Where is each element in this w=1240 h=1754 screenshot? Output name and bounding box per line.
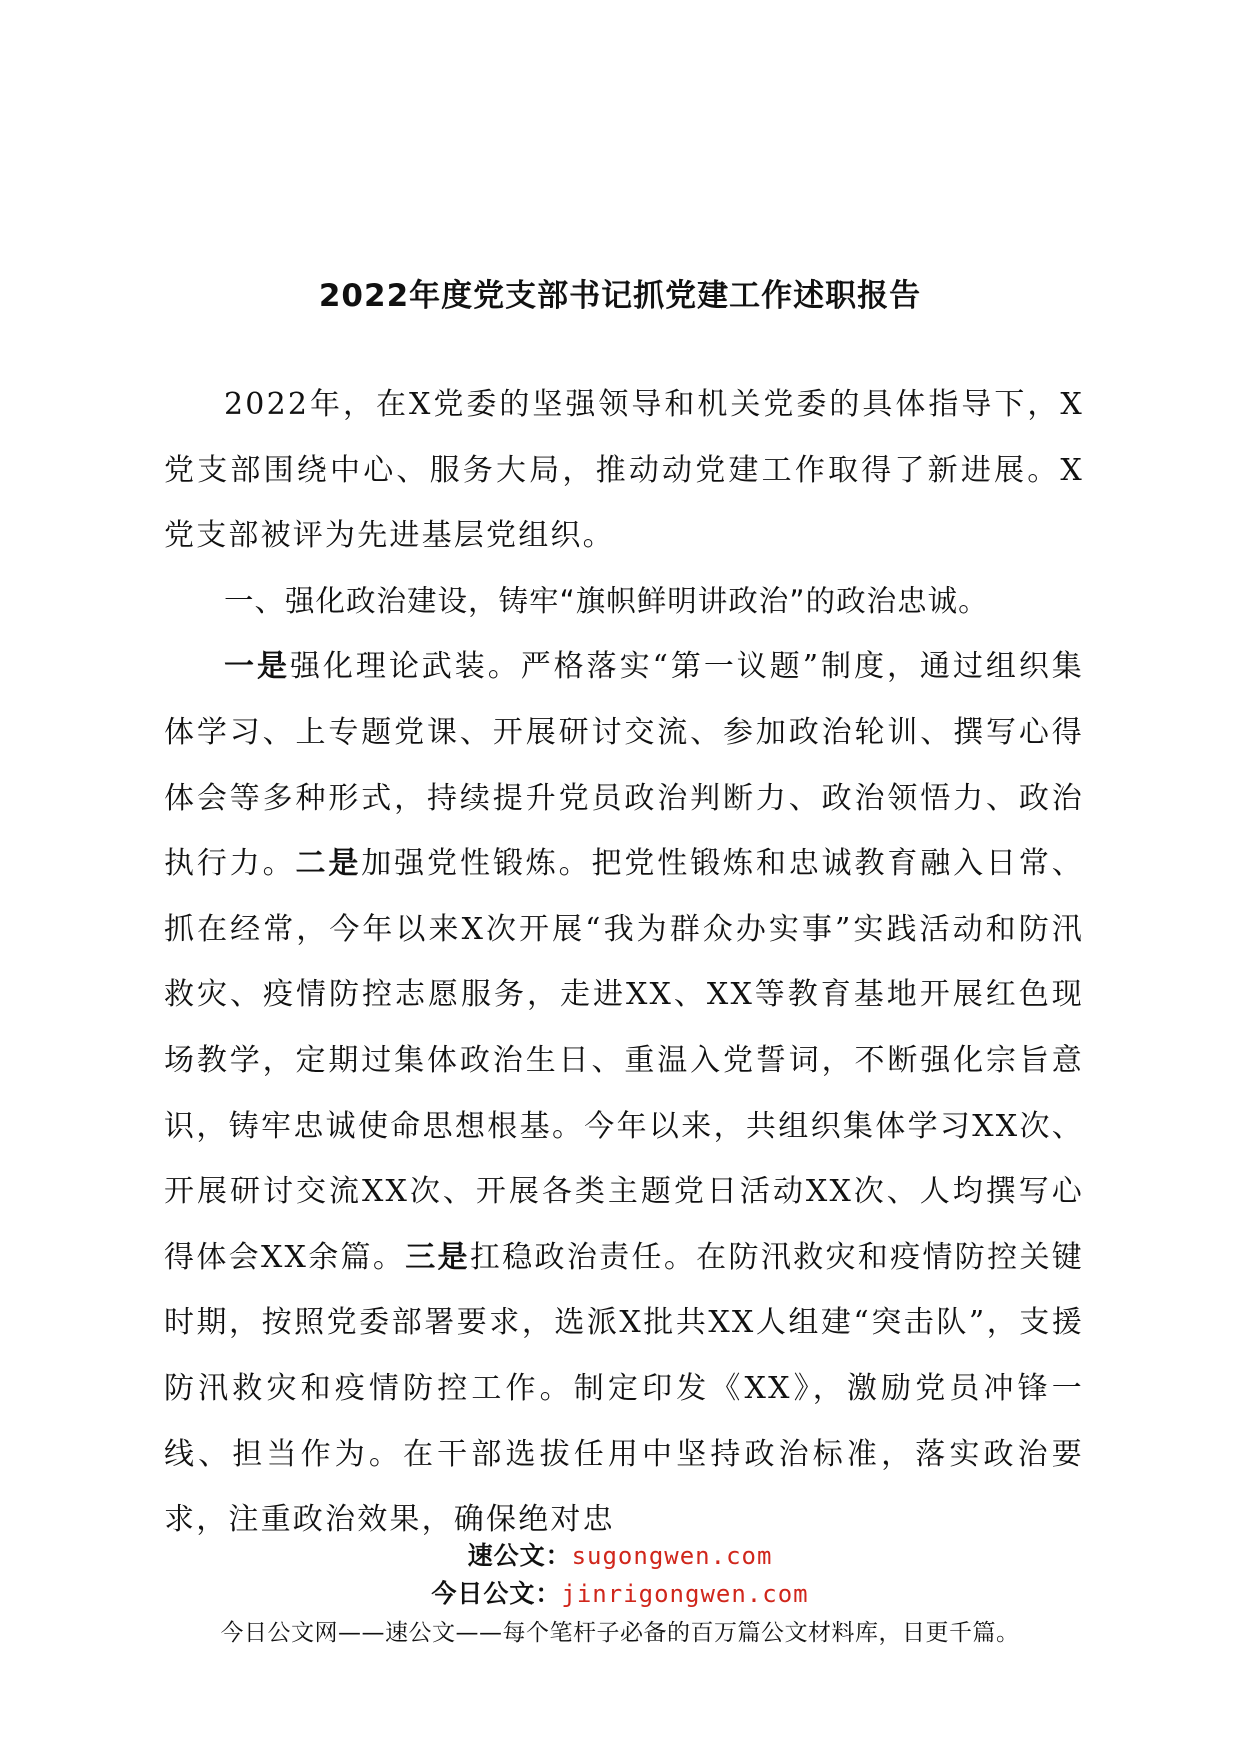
document-title: 2022年度党支部书记抓党建工作述职报告 [318, 278, 922, 314]
footer-label-jinrigongwen: 今日公文： [431, 1579, 562, 1608]
footer-slogan: 今日公文网——速公文——每个笔杆子必备的百万篇公文材料库，日更千篇。 [220, 1620, 1020, 1646]
document-body [164, 372, 1084, 1553]
point-text-2: 加强党性锻炼。把党性锻炼和忠诚教育融入日常、抓在经常，今年以来X次开展“我为群众办实事”实践活动和防汛救灾、疫情防控志愿服务，走进XX、XX等教育基地开展红色现场教学，定期过集体政治生日、重温入党誓词，不断强化宗旨意识，铸牢忠诚使命思想根基。今年以来，共组织集体学习XX次、开展研讨交流XX次、开展各类主题党日活动XX次、人均撰写心得体会XX余篇。 [164, 846, 1084, 1275]
point-text-1: 强化理论武装。严格落实“第一议题”制度，通过组织集体学习、上专题党课、开展研讨交流、参加政治轮训、撰写心得体会等多种形式，持续提升党员政治判断力、政治领悟力、政治执行力。 [164, 649, 1084, 882]
footer-line-sugongwen [0, 1537, 1240, 1575]
footer-link-sugongwen[interactable]: sugongwen.com [571, 1542, 773, 1570]
point-lead-1: 一是 [224, 649, 290, 685]
footer-label-sugongwen: 速公文： [467, 1541, 572, 1570]
point-lead-3: 三是 [405, 1239, 470, 1275]
point-lead-2: 二是 [295, 846, 362, 882]
section-heading: 一、强化政治建设，铸牢“旗帜鲜明讲政治”的政治忠诚。 [224, 583, 989, 618]
footer-watermark [0, 1537, 1240, 1651]
intro-paragraph: 2022年，在X党委的坚强领导和机关党委的具体指导下，X党支部围绕中心、服务大局，推动动党建工作取得了新进展。X党支部被评为先进基层党组织。 [164, 387, 1084, 554]
footer-link-jinrigongwen[interactable]: jinrigongwen.com [561, 1580, 809, 1608]
point-text-3: 扛稳政治责任。在防汛救灾和疫情防控关键时期，按照党委部署要求，选派X批共XX人组建“突击队”，支援防汛救灾和疫情防控工作。制定印发《XX》，激励党员冲锋一线、担当作为。在干部选拔任用中坚持政治标准，落实政治要求，注重政治效果，确保绝对忠 [164, 1239, 1084, 1538]
section-paragraph [164, 634, 1084, 1552]
footer-line-jinrigongwen [0, 1575, 1240, 1613]
